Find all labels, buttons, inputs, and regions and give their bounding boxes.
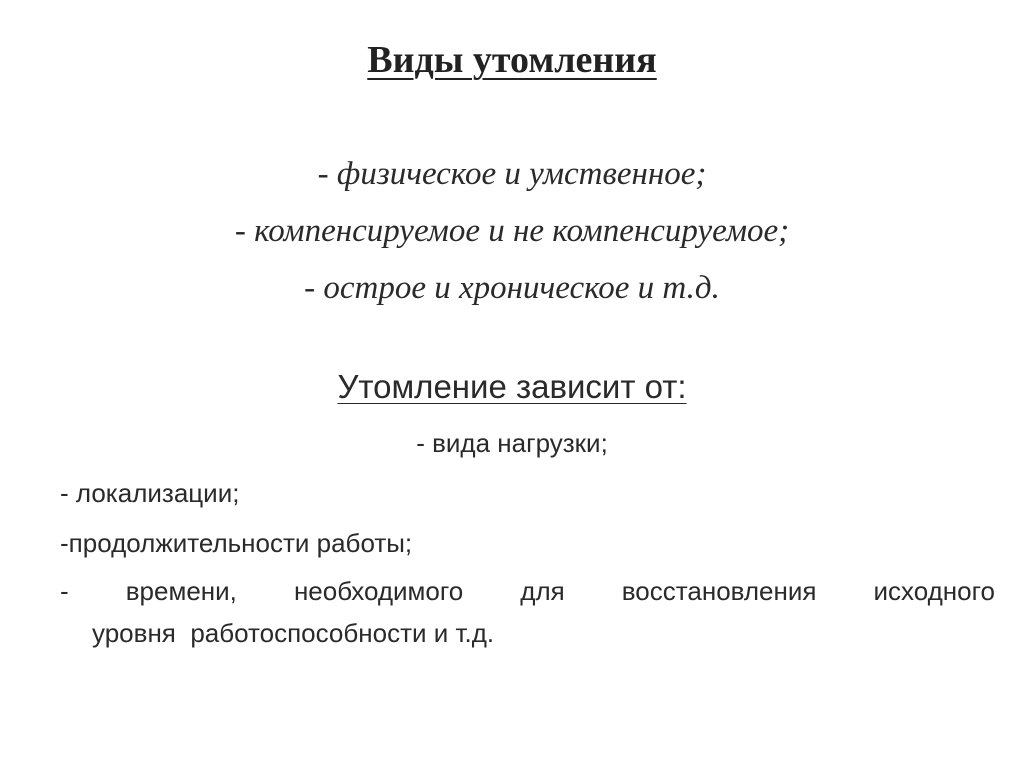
depends-heading [0, 364, 1024, 410]
depends-heading-text: Утомление зависит от: [337, 368, 687, 405]
factor-item-recovery-time-continuation: уровня работоспособности и т.д. [92, 618, 495, 648]
slide-title-text: Виды утомления [367, 39, 657, 81]
factor-item-duration: -продолжительности работы; [60, 528, 413, 558]
fatigue-type-item: - физическое и умственное; [317, 156, 707, 192]
fatigue-type-item: - острое и хроническое и т.д. [304, 270, 720, 306]
factor-item-localization: - локализации; [60, 478, 240, 508]
factor-item-recovery-time: - времени, необходимого для восстановления исходного [60, 576, 995, 606]
fatigue-types-list [0, 146, 1024, 317]
factor-item-load: - вида нагрузки; [416, 428, 608, 458]
slide-title [0, 34, 1024, 86]
fatigue-type-item: - компенсируемое и не компенсируемое; [234, 213, 790, 249]
